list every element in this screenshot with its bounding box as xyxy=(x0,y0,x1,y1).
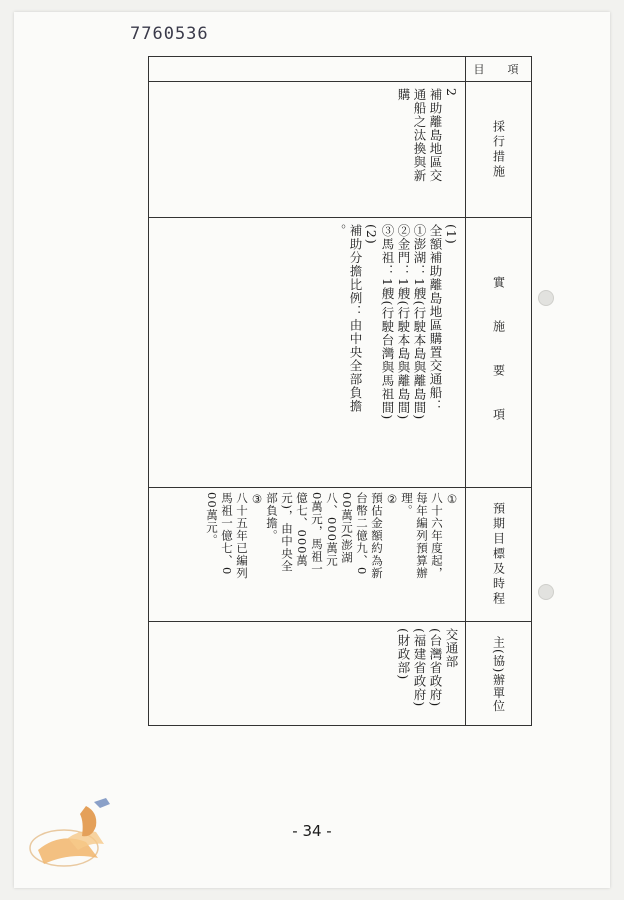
content-line: 台幣二億九、0 xyxy=(355,492,369,576)
content-line: 00萬元(澎湖 xyxy=(340,492,354,565)
content-line: ③馬祖：1艘(行駛台灣與馬祖間) xyxy=(380,224,395,421)
content-line: 馬祖一億七、0 xyxy=(220,492,234,576)
content-line: 理。 xyxy=(400,492,414,517)
content-line: ③ xyxy=(250,492,264,507)
content-line: (1) xyxy=(444,224,459,245)
header-label-cell xyxy=(466,57,532,81)
content-line: 八、000萬元 xyxy=(325,492,339,567)
document-number: 7760536 xyxy=(130,24,209,44)
row-label-cell xyxy=(466,218,532,487)
punch-hole xyxy=(538,290,554,306)
content-line: 全額補助離島地區購置交通船： xyxy=(428,224,443,413)
implementation-items-content xyxy=(149,218,465,487)
content-line: 億七、000萬 xyxy=(295,492,309,567)
content-line: (2) xyxy=(364,224,379,245)
content-line: 。 xyxy=(332,224,347,238)
row-label-expected-goals: 預期目標及時程 xyxy=(491,502,506,607)
row-label-cell xyxy=(466,622,532,726)
content-line: (福建省政府) xyxy=(412,628,427,708)
content-line: 元)，由中央全 xyxy=(280,492,294,573)
content-line: (台灣省政府) xyxy=(428,628,443,708)
content-line: ①澎湖：1艘(行駛本島與離島間) xyxy=(412,224,427,421)
measures-table xyxy=(148,56,532,726)
row-label-cell xyxy=(466,488,532,621)
content-line: 購 xyxy=(396,88,411,102)
punch-hole xyxy=(538,584,554,600)
row-label-implementation-items: 實 施 要 項 xyxy=(491,275,506,430)
content-line: 交通部 xyxy=(444,628,459,669)
header-label: 目 項 xyxy=(473,63,525,76)
expected-goals-content xyxy=(149,488,465,621)
adopted-measures-content xyxy=(149,82,465,217)
row-label-cell xyxy=(466,82,532,217)
content-line: 0萬元，馬祖一 xyxy=(310,492,324,576)
content-line: 每年編列預算辦 xyxy=(415,492,429,580)
content-line: (財政部) xyxy=(396,628,411,681)
content-line: 補助分擔比例：由中央全部負擔 xyxy=(348,224,363,413)
content-line: 2 xyxy=(444,88,459,97)
content-line: ② xyxy=(385,492,399,507)
row-label-responsible-units: 主(協)辦單位 xyxy=(491,635,506,713)
content-line: 八十六年度起， xyxy=(430,492,444,580)
content-line: ②金門：1艘(行駛本島與離島間) xyxy=(396,224,411,421)
archive-logo-icon xyxy=(24,792,120,876)
content-line: 補助離島地區交 xyxy=(428,88,443,183)
content-line: 部負擔。 xyxy=(265,492,279,542)
content-line: 預估金額約為新 xyxy=(370,492,384,580)
content-line: ① xyxy=(445,492,459,507)
content-line: 00萬元。 xyxy=(205,492,219,547)
row-label-adopted-measures: 採行措施 xyxy=(491,119,506,180)
content-line: 八十五年已編列 xyxy=(235,492,249,580)
content-line: 通船之汰換與新 xyxy=(412,88,427,183)
page-number: - 34 - xyxy=(292,822,332,840)
responsible-units-content xyxy=(149,622,465,726)
